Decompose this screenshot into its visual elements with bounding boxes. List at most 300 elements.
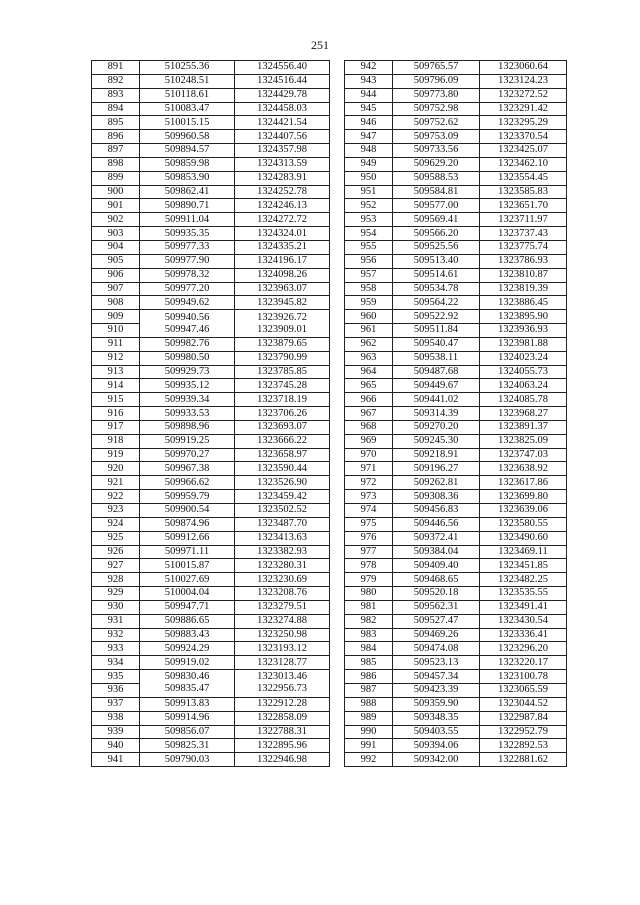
point-number-cell: 916 (92, 407, 140, 421)
table-row (345, 227, 567, 241)
x-coordinate-cell: 509513.40 (393, 254, 480, 268)
x-coordinate-cell: 509262.81 (393, 476, 480, 490)
table-row (92, 531, 330, 545)
point-number-cell: 989 (345, 711, 393, 725)
point-number-cell: 960 (345, 310, 393, 324)
table-row (345, 517, 567, 531)
point-number-cell: 957 (345, 268, 393, 282)
table-row (345, 545, 567, 559)
y-coordinate-cell (235, 310, 330, 338)
x-coordinate-cell: 509384.04 (393, 545, 480, 559)
y-coordinate-cell: 1324556.40 (235, 61, 330, 75)
y-coordinate-cell: 1323886.45 (480, 296, 567, 310)
point-number-cell: 966 (345, 393, 393, 407)
y-coordinate-cell: 1323382.93 (235, 545, 330, 559)
y-coordinate-cell: 1323490.60 (480, 531, 567, 545)
x-coordinate-cell: 509566.20 (393, 227, 480, 241)
point-number-cell: 929 (92, 587, 140, 601)
x-coordinate-cell: 509913.83 (140, 697, 235, 711)
x-coordinate-cell: 509456.83 (393, 504, 480, 518)
y-coordinate-cell: 1324252.78 (235, 185, 330, 199)
table-row (345, 282, 567, 296)
table-row (345, 642, 567, 656)
table-row (92, 157, 330, 171)
point-number-cell: 906 (92, 268, 140, 282)
table-row (345, 434, 567, 448)
x-coordinate-cell: 509394.06 (393, 739, 480, 753)
x-coordinate-cell: 509540.47 (393, 337, 480, 351)
table-row (92, 517, 330, 531)
table-row (345, 407, 567, 421)
table-row (345, 531, 567, 545)
point-number-cell: 959 (345, 296, 393, 310)
table-body (92, 61, 330, 767)
table-row (92, 296, 330, 310)
y-coordinate-cell: 1323639.06 (480, 504, 567, 518)
y-coordinate-cell: 1323693.07 (235, 420, 330, 434)
x-coordinate-cell: 509971.11 (140, 545, 235, 559)
point-number-cell: 912 (92, 351, 140, 365)
y-coordinate-cell: 1324023.24 (480, 351, 567, 365)
y-coordinate-cell: 1322912.28 (235, 697, 330, 711)
table-row (345, 420, 567, 434)
x-coordinate-cell (140, 310, 235, 338)
table-row (345, 296, 567, 310)
y-coordinate-cell: 1323658.97 (235, 448, 330, 462)
table-row (345, 171, 567, 185)
y-coordinate-cell: 1324516.44 (235, 74, 330, 88)
y-coordinate-cell: 1324063.24 (480, 379, 567, 393)
y-coordinate-cell: 1323124.23 (480, 74, 567, 88)
table-row (345, 144, 567, 158)
table-row (92, 227, 330, 241)
y-coordinate-cell: 1323100.78 (480, 670, 567, 684)
x-coordinate-cell: 509468.65 (393, 573, 480, 587)
table-row (345, 213, 567, 227)
y-coordinate-cell: 1323462.10 (480, 157, 567, 171)
point-number-cell: 983 (345, 628, 393, 642)
y-coordinate-cell: 1323065.59 (480, 683, 567, 697)
point-number-cell: 910 (92, 324, 140, 338)
y-coordinate-cell: 1323425.07 (480, 144, 567, 158)
point-number-cell: 973 (345, 490, 393, 504)
point-number-cell: 962 (345, 337, 393, 351)
point-number-cell: 944 (345, 88, 393, 102)
table-row (345, 504, 567, 518)
x-coordinate-cell: 509245.30 (393, 434, 480, 448)
y-coordinate-cell: 1323296.20 (480, 642, 567, 656)
table-row (345, 310, 567, 324)
point-number-cell: 977 (345, 545, 393, 559)
x-coordinate-cell: 509196.27 (393, 462, 480, 476)
table-row (92, 656, 330, 670)
point-number-cell: 955 (345, 240, 393, 254)
x-coordinate-cell: 509527.47 (393, 614, 480, 628)
table-row (92, 379, 330, 393)
y-coordinate-cell: 1323737.43 (480, 227, 567, 241)
y-coordinate-cell: 1324324.01 (235, 227, 330, 241)
x-coordinate-cell: 509588.53 (393, 171, 480, 185)
y-coordinate-cell: 1323491.41 (480, 600, 567, 614)
point-number-cell: 898 (92, 157, 140, 171)
point-number-cell: 984 (345, 642, 393, 656)
point-number-cell: 990 (345, 725, 393, 739)
x-coordinate-cell: 509446.56 (393, 517, 480, 531)
y-coordinate-cell: 1323502.52 (235, 504, 330, 518)
table-row (345, 656, 567, 670)
table-row (92, 642, 330, 656)
x-coordinate-cell: 509929.73 (140, 365, 235, 379)
x-coordinate-cell: 509474.08 (393, 642, 480, 656)
y-coordinate-cell: 1323879.65 (235, 337, 330, 351)
y-coordinate-cell: 1323279.51 (235, 600, 330, 614)
cell-line: 509835.47 (164, 683, 210, 695)
table-row (345, 268, 567, 282)
point-number-cell: 945 (345, 102, 393, 116)
x-coordinate-cell: 509853.90 (140, 171, 235, 185)
cell-line: 1323013.46 (257, 671, 307, 683)
y-coordinate-cell: 1323747.03 (480, 448, 567, 462)
point-number-cell: 986 (345, 670, 393, 684)
table-row (92, 337, 330, 351)
x-coordinate-cell: 509569.41 (393, 213, 480, 227)
coordinate-table-right (344, 60, 567, 767)
table-row (92, 670, 330, 684)
point-number-cell: 896 (92, 130, 140, 144)
x-coordinate-cell: 509733.56 (393, 144, 480, 158)
table-row (92, 490, 330, 504)
table-row (345, 559, 567, 573)
x-coordinate-cell: 509423.39 (393, 683, 480, 697)
point-number-cell: 908 (92, 296, 140, 310)
point-number-cell: 930 (92, 600, 140, 614)
table-row (92, 434, 330, 448)
y-coordinate-cell: 1323790.99 (235, 351, 330, 365)
x-coordinate-cell: 509449.67 (393, 379, 480, 393)
point-number-cell: 963 (345, 351, 393, 365)
point-number-cell: 980 (345, 587, 393, 601)
x-coordinate-cell: 509409.40 (393, 559, 480, 573)
point-number-cell: 958 (345, 282, 393, 296)
cell-line: 1322956.73 (257, 683, 307, 695)
table-row (92, 559, 330, 573)
y-coordinate-cell: 1323128.77 (235, 656, 330, 670)
point-number-cell: 907 (92, 282, 140, 296)
x-coordinate-cell: 509825.31 (140, 739, 235, 753)
table-row (345, 476, 567, 490)
x-coordinate-cell: 509522.92 (393, 310, 480, 324)
y-coordinate-cell: 1324098.26 (235, 268, 330, 282)
y-coordinate-cell: 1323718.19 (235, 393, 330, 407)
table-row (345, 74, 567, 88)
table-row (92, 739, 330, 753)
x-coordinate-cell: 509914.96 (140, 711, 235, 725)
x-coordinate-cell: 509577.00 (393, 199, 480, 213)
table-row (345, 697, 567, 711)
y-coordinate-cell: 1324246.13 (235, 199, 330, 213)
y-coordinate-cell: 1323413.63 (235, 531, 330, 545)
x-coordinate-cell: 509924.29 (140, 642, 235, 656)
point-number-cell: 903 (92, 227, 140, 241)
point-number-cell: 899 (92, 171, 140, 185)
point-number-cell: 970 (345, 448, 393, 462)
table-row (345, 670, 567, 684)
y-coordinate-cell: 1322946.98 (235, 753, 330, 767)
x-coordinate-cell: 510248.51 (140, 74, 235, 88)
point-number-cell: 914 (92, 379, 140, 393)
y-coordinate-cell: 1323230.69 (235, 573, 330, 587)
point-number-cell: 947 (345, 130, 393, 144)
x-coordinate-cell: 509977.20 (140, 282, 235, 296)
point-number-cell: 911 (92, 337, 140, 351)
y-coordinate-cell: 1324313.59 (235, 157, 330, 171)
table-row (92, 61, 330, 75)
table-row (345, 88, 567, 102)
x-coordinate-cell: 509520.18 (393, 587, 480, 601)
y-coordinate-cell: 1323745.28 (235, 379, 330, 393)
y-coordinate-cell: 1324085.78 (480, 393, 567, 407)
x-coordinate-cell: 509511.84 (393, 324, 480, 338)
point-number-cell: 895 (92, 116, 140, 130)
x-coordinate-cell: 509796.09 (393, 74, 480, 88)
point-number-cell: 954 (345, 227, 393, 241)
table-row (92, 268, 330, 282)
table-row (92, 753, 330, 767)
x-coordinate-cell: 509538.11 (393, 351, 480, 365)
y-coordinate-cell: 1324283.91 (235, 171, 330, 185)
table-row (345, 448, 567, 462)
x-coordinate-cell: 509960.58 (140, 130, 235, 144)
point-number-cell: 985 (345, 656, 393, 670)
x-coordinate-cell: 509348.35 (393, 711, 480, 725)
table-row (345, 130, 567, 144)
y-coordinate-cell: 1324458.03 (235, 102, 330, 116)
table-row (92, 628, 330, 642)
table-row (345, 753, 567, 767)
cell-line: 1323909.01 (257, 323, 307, 335)
x-coordinate-cell: 509919.25 (140, 434, 235, 448)
y-coordinate-cell: 1323825.09 (480, 434, 567, 448)
y-coordinate-cell: 1323699.80 (480, 490, 567, 504)
table-row (92, 199, 330, 213)
y-coordinate-cell: 1323451.85 (480, 559, 567, 573)
point-number-cell: 924 (92, 517, 140, 531)
table-row (92, 504, 330, 518)
point-number-cell: 961 (345, 324, 393, 338)
x-coordinate-cell: 509959.79 (140, 490, 235, 504)
table-row (92, 365, 330, 379)
y-coordinate-cell: 1323272.52 (480, 88, 567, 102)
point-number-cell: 909 (92, 310, 140, 324)
x-coordinate-cell: 509562.31 (393, 600, 480, 614)
point-number-cell: 972 (345, 476, 393, 490)
y-coordinate-cell: 1323819.39 (480, 282, 567, 296)
x-coordinate-cell: 509890.71 (140, 199, 235, 213)
table-body (345, 61, 567, 767)
y-coordinate-cell: 1323590.44 (235, 462, 330, 476)
y-coordinate-cell: 1323617.86 (480, 476, 567, 490)
x-coordinate-cell: 509514.61 (393, 268, 480, 282)
y-coordinate-cell: 1323585.83 (480, 185, 567, 199)
y-coordinate-cell: 1323535.55 (480, 587, 567, 601)
y-coordinate-cell: 1323666.22 (235, 434, 330, 448)
table-row (345, 116, 567, 130)
x-coordinate-cell: 510118.61 (140, 88, 235, 102)
table-row (345, 725, 567, 739)
point-number-cell: 917 (92, 420, 140, 434)
x-coordinate-cell: 509900.54 (140, 504, 235, 518)
table-row (92, 545, 330, 559)
point-number-cell: 893 (92, 88, 140, 102)
point-number-cell: 949 (345, 157, 393, 171)
table-row (345, 379, 567, 393)
point-number-cell: 920 (92, 462, 140, 476)
x-coordinate-cell: 509342.00 (393, 753, 480, 767)
x-coordinate-cell: 509935.35 (140, 227, 235, 241)
table-row (345, 462, 567, 476)
y-coordinate-cell: 1323895.90 (480, 310, 567, 324)
x-coordinate-cell: 509949.62 (140, 296, 235, 310)
x-coordinate-cell: 509753.09 (393, 130, 480, 144)
y-coordinate-cell: 1322881.62 (480, 753, 567, 767)
x-coordinate-cell: 509980.50 (140, 351, 235, 365)
y-coordinate-cell: 1322952.79 (480, 725, 567, 739)
table-row (345, 199, 567, 213)
y-coordinate-cell: 1323274.88 (235, 614, 330, 628)
table-row (345, 739, 567, 753)
x-coordinate-cell: 509978.32 (140, 268, 235, 282)
point-number-cell: 948 (345, 144, 393, 158)
x-coordinate-cell (140, 670, 235, 698)
point-number-cell: 934 (92, 656, 140, 670)
table-row (345, 711, 567, 725)
y-coordinate-cell: 1323193.12 (235, 642, 330, 656)
y-coordinate-cell: 1323711.97 (480, 213, 567, 227)
table-row (92, 171, 330, 185)
x-coordinate-cell: 509977.90 (140, 254, 235, 268)
y-coordinate-cell: 1324429.78 (235, 88, 330, 102)
coordinate-table-left (91, 60, 330, 767)
y-coordinate-cell: 1323280.31 (235, 559, 330, 573)
table-row (345, 185, 567, 199)
table-row (345, 683, 567, 697)
y-coordinate-cell: 1323945.82 (235, 296, 330, 310)
y-coordinate-cell: 1323981.88 (480, 337, 567, 351)
x-coordinate-cell: 509534.78 (393, 282, 480, 296)
table-row (92, 116, 330, 130)
table-row (92, 573, 330, 587)
y-coordinate-cell: 1323786.93 (480, 254, 567, 268)
point-number-cell: 905 (92, 254, 140, 268)
table-row (345, 365, 567, 379)
y-coordinate-cell: 1323487.70 (235, 517, 330, 531)
y-coordinate-cell: 1324421.54 (235, 116, 330, 130)
y-coordinate-cell: 1323295.29 (480, 116, 567, 130)
table-row (92, 213, 330, 227)
x-coordinate-cell: 509982.76 (140, 337, 235, 351)
point-number-cell: 981 (345, 600, 393, 614)
x-coordinate-cell: 509939.34 (140, 393, 235, 407)
cell-line: 1323926.72 (257, 311, 307, 323)
x-coordinate-cell: 509403.55 (393, 725, 480, 739)
x-coordinate-cell: 509912.66 (140, 531, 235, 545)
x-coordinate-cell: 509919.02 (140, 656, 235, 670)
point-number-cell: 904 (92, 240, 140, 254)
point-number-cell: 921 (92, 476, 140, 490)
table-row (92, 74, 330, 88)
point-number-cell: 969 (345, 434, 393, 448)
point-number-cell: 978 (345, 559, 393, 573)
table-row (92, 185, 330, 199)
table-row (92, 600, 330, 614)
x-coordinate-cell: 509970.27 (140, 448, 235, 462)
cell-line: 509940.56 (164, 311, 210, 323)
point-number-cell: 941 (92, 753, 140, 767)
y-coordinate-cell: 1323651.70 (480, 199, 567, 213)
x-coordinate-cell: 509487.68 (393, 365, 480, 379)
y-coordinate-cell: 1323336.41 (480, 628, 567, 642)
y-coordinate-cell: 1323785.85 (235, 365, 330, 379)
x-coordinate-cell: 510004.04 (140, 587, 235, 601)
point-number-cell: 919 (92, 448, 140, 462)
x-coordinate-cell: 509218.91 (393, 448, 480, 462)
table-row (92, 310, 330, 324)
point-number-cell: 956 (345, 254, 393, 268)
point-number-cell: 892 (92, 74, 140, 88)
point-number-cell: 975 (345, 517, 393, 531)
y-coordinate-cell: 1323968.27 (480, 407, 567, 421)
point-number-cell: 913 (92, 365, 140, 379)
x-coordinate-cell: 509911.04 (140, 213, 235, 227)
table-row (345, 614, 567, 628)
x-coordinate-cell: 509933.53 (140, 407, 235, 421)
table-row (92, 254, 330, 268)
x-coordinate-cell: 509862.41 (140, 185, 235, 199)
point-number-cell: 936 (92, 683, 140, 697)
y-coordinate-cell: 1323459.42 (235, 490, 330, 504)
y-coordinate-cell: 1323250.98 (235, 628, 330, 642)
x-coordinate-cell: 509584.81 (393, 185, 480, 199)
point-number-cell: 940 (92, 739, 140, 753)
point-number-cell: 953 (345, 213, 393, 227)
table-row (345, 102, 567, 116)
y-coordinate-cell: 1323810.87 (480, 268, 567, 282)
y-coordinate-cell: 1323044.52 (480, 697, 567, 711)
x-coordinate-cell: 509314.39 (393, 407, 480, 421)
y-coordinate-cell (235, 670, 330, 698)
point-number-cell: 900 (92, 185, 140, 199)
point-number-cell: 922 (92, 490, 140, 504)
y-coordinate-cell: 1323554.45 (480, 171, 567, 185)
y-coordinate-cell: 1324407.56 (235, 130, 330, 144)
point-number-cell: 915 (92, 393, 140, 407)
table-row (345, 587, 567, 601)
table-row (345, 600, 567, 614)
y-coordinate-cell: 1323891.37 (480, 420, 567, 434)
table-row (345, 157, 567, 171)
y-coordinate-cell: 1323208.76 (235, 587, 330, 601)
y-coordinate-cell: 1322858.09 (235, 711, 330, 725)
y-coordinate-cell: 1323775.74 (480, 240, 567, 254)
point-number-cell: 952 (345, 199, 393, 213)
table-row (345, 324, 567, 338)
y-coordinate-cell: 1323638.92 (480, 462, 567, 476)
x-coordinate-cell: 509359.90 (393, 697, 480, 711)
y-coordinate-cell: 1322788.31 (235, 725, 330, 739)
x-coordinate-cell: 510015.15 (140, 116, 235, 130)
y-coordinate-cell: 1323963.07 (235, 282, 330, 296)
table-row (92, 393, 330, 407)
